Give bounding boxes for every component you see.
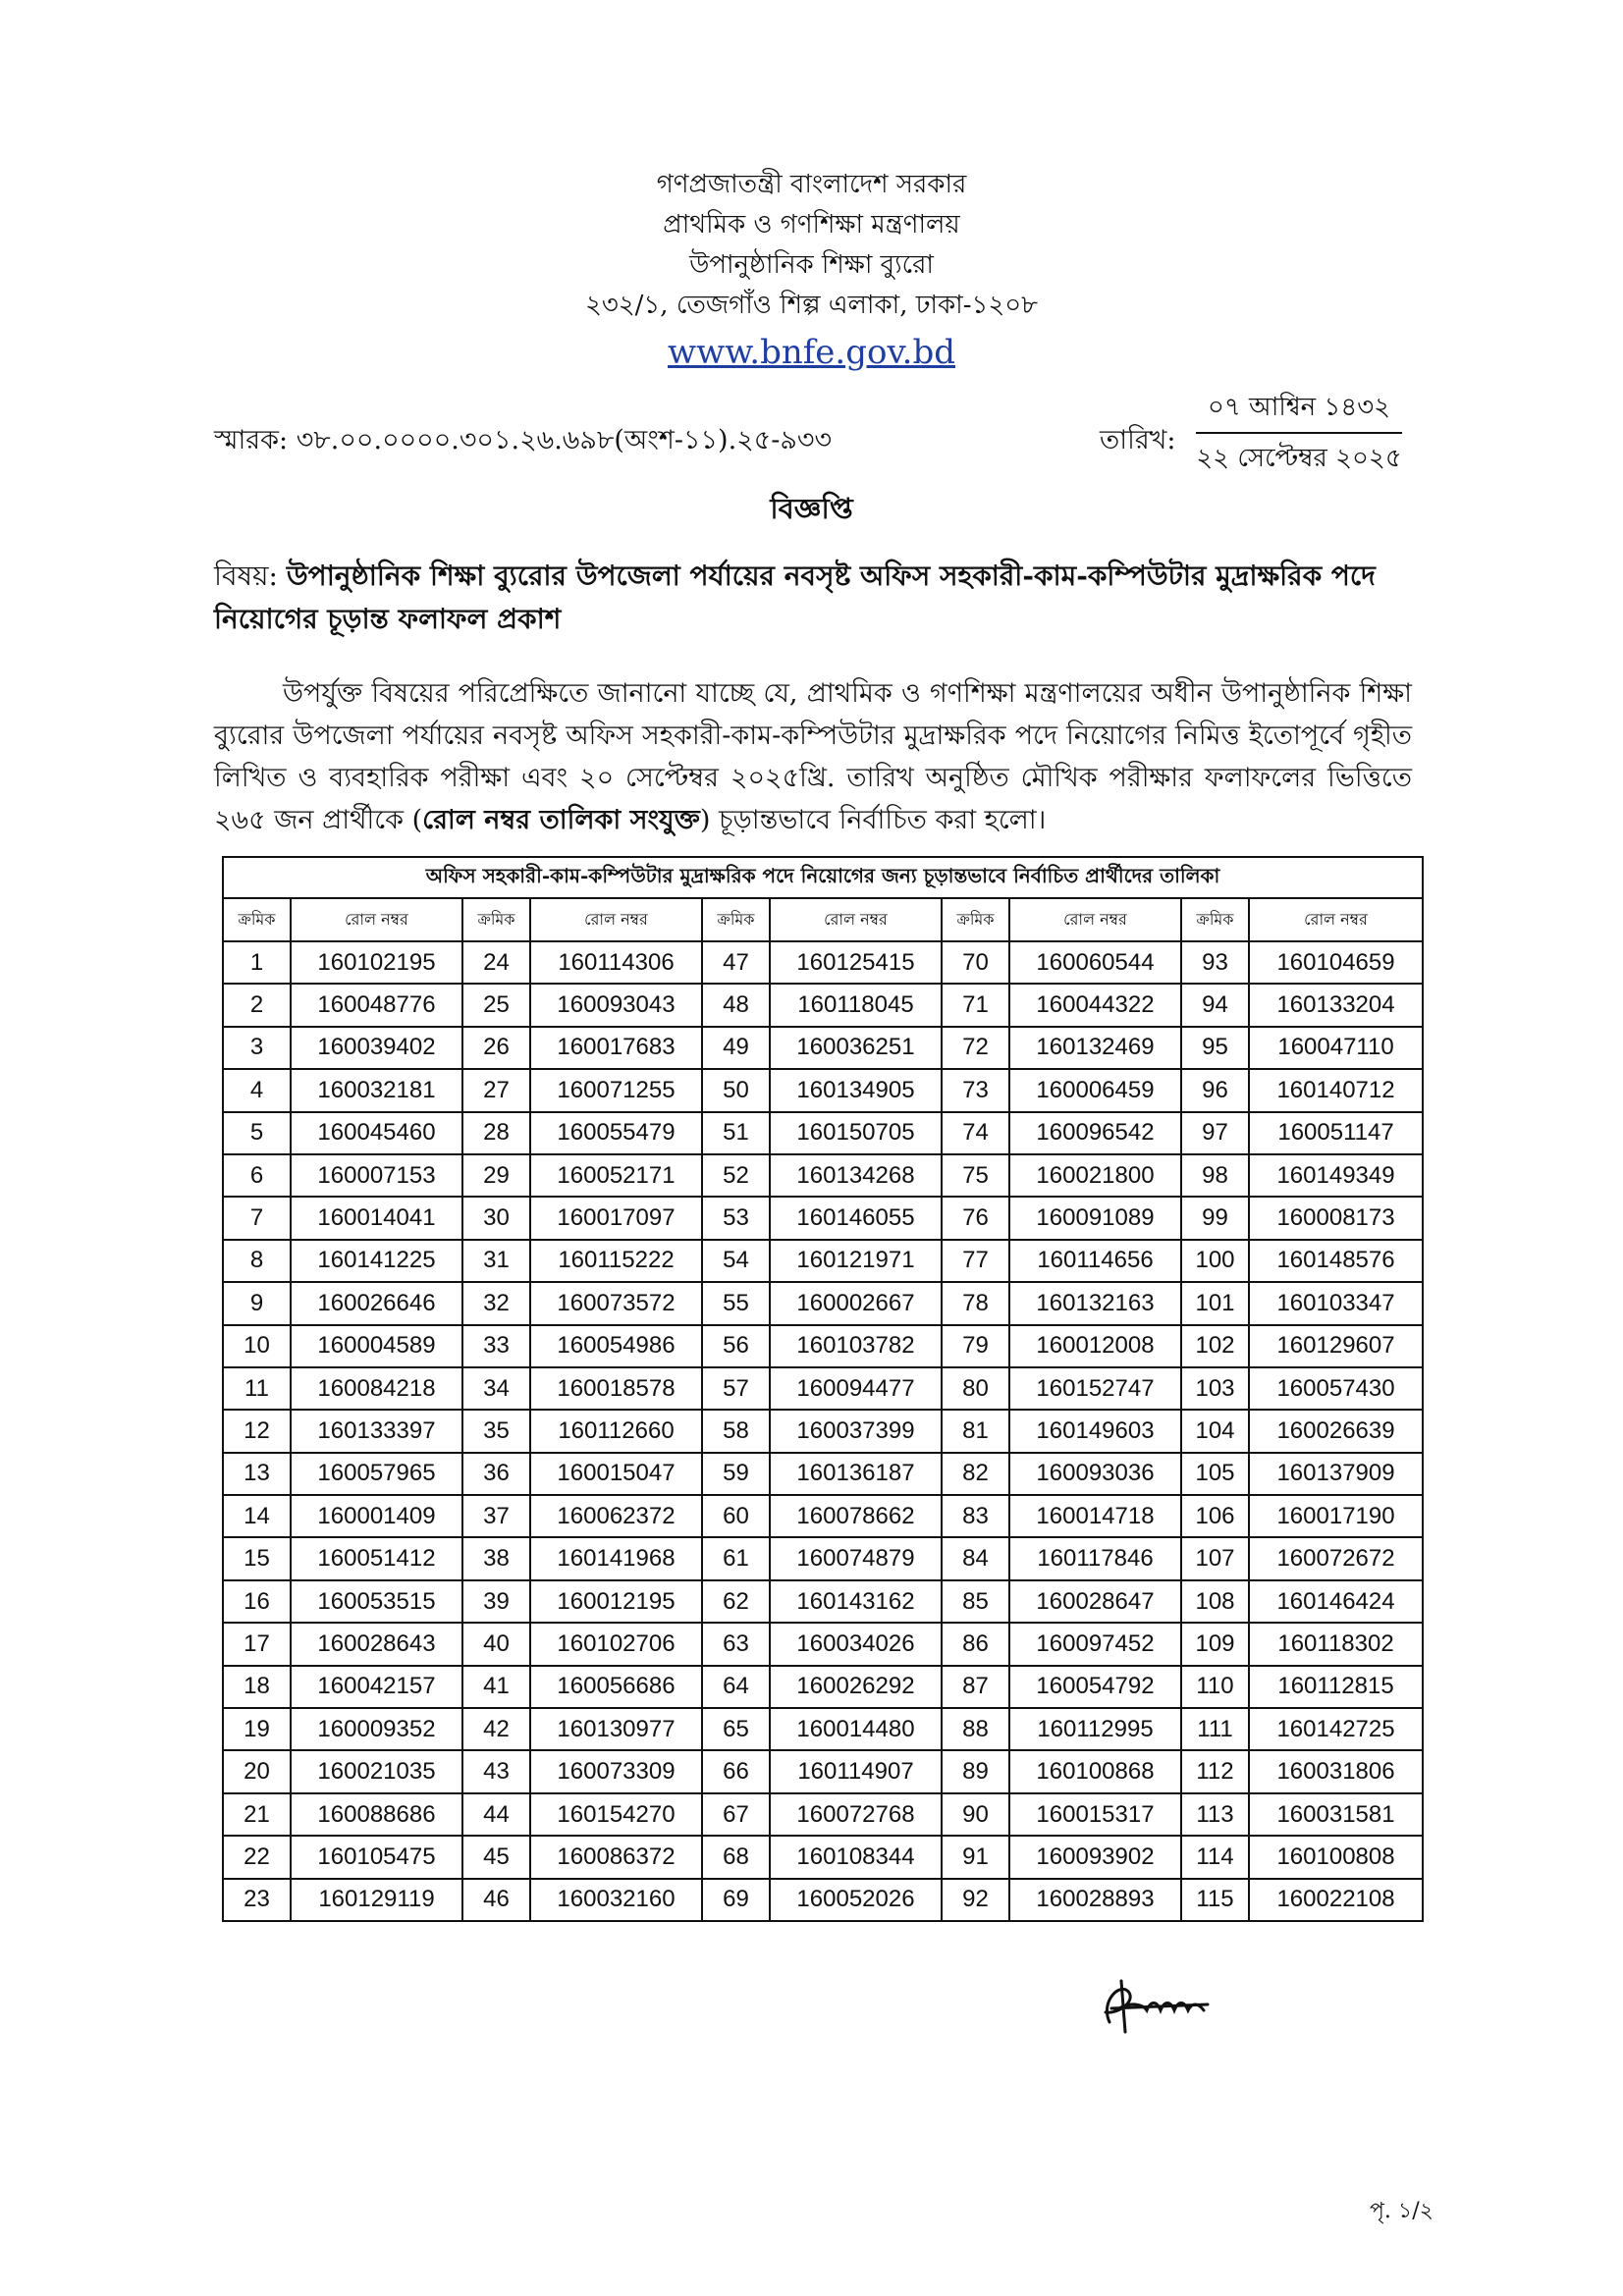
table-row (223, 1537, 1423, 1579)
roll-number-cell: 160054792 (1009, 1666, 1181, 1708)
serial-cell: 63 (702, 1623, 770, 1665)
serial-cell: 58 (702, 1410, 770, 1452)
serial-cell: 39 (462, 1580, 530, 1623)
column-header-roll: রোল নম্বর (770, 898, 942, 941)
roll-number-cell: 160103347 (1249, 1282, 1423, 1324)
roll-number-cell: 160052026 (770, 1879, 942, 1921)
roll-number-cell: 160039402 (291, 1027, 462, 1069)
roll-number-cell: 160100868 (1009, 1750, 1181, 1792)
serial-cell: 18 (223, 1666, 291, 1708)
serial-cell: 25 (462, 984, 530, 1026)
roll-number-cell: 160096542 (1009, 1112, 1181, 1154)
serial-cell: 3 (223, 1027, 291, 1069)
serial-cell: 70 (942, 941, 1009, 984)
table-row (223, 1197, 1423, 1239)
serial-cell: 90 (942, 1793, 1009, 1836)
serial-cell: 114 (1181, 1836, 1249, 1878)
serial-cell: 94 (1181, 984, 1249, 1026)
table-row (223, 1879, 1423, 1921)
roll-number-cell: 160114306 (530, 941, 702, 984)
serial-cell: 61 (702, 1537, 770, 1579)
serial-cell: 84 (942, 1537, 1009, 1579)
serial-cell: 60 (702, 1495, 770, 1537)
table-row (223, 1793, 1423, 1836)
serial-cell: 46 (462, 1879, 530, 1921)
table-row (223, 1069, 1423, 1111)
serial-cell: 42 (462, 1708, 530, 1750)
serial-cell: 6 (223, 1154, 291, 1197)
roll-number-cell: 160102195 (291, 941, 462, 984)
roll-number-cell: 160140712 (1249, 1069, 1423, 1111)
serial-cell: 49 (702, 1027, 770, 1069)
serial-cell: 112 (1181, 1750, 1249, 1792)
roll-number-cell: 160022108 (1249, 1879, 1423, 1921)
table-row (223, 1580, 1423, 1623)
roll-number-cell: 160074879 (770, 1537, 942, 1579)
serial-cell: 56 (702, 1325, 770, 1367)
roll-number-cell: 160125415 (770, 941, 942, 984)
roll-number-cell: 160088686 (291, 1793, 462, 1836)
body-text-part2: ) চূড়ান্তভাবে নির্বাচিত করা হলো। (699, 805, 1047, 835)
roll-number-cell: 160141968 (530, 1537, 702, 1579)
roll-number-cell: 160112995 (1009, 1708, 1181, 1750)
date-bangla: ০৭ আশ্বিন ১৪৩২ (1196, 387, 1402, 434)
serial-cell: 13 (223, 1453, 291, 1495)
roll-number-cell: 160150705 (770, 1112, 942, 1154)
serial-cell: 16 (223, 1580, 291, 1623)
serial-cell: 5 (223, 1112, 291, 1154)
roll-number-cell: 160060544 (1009, 941, 1181, 984)
roll-number-cell: 160008173 (1249, 1197, 1423, 1239)
serial-cell: 109 (1181, 1623, 1249, 1665)
column-header-roll: রোল নম্বর (1009, 898, 1181, 941)
roll-number-cell: 160091089 (1009, 1197, 1181, 1239)
roll-number-cell: 160026292 (770, 1666, 942, 1708)
serial-cell: 77 (942, 1240, 1009, 1282)
serial-cell: 83 (942, 1495, 1009, 1537)
roll-number-cell: 160028647 (1009, 1580, 1181, 1623)
roll-number-cell: 160103782 (770, 1325, 942, 1367)
serial-cell: 15 (223, 1537, 291, 1579)
roll-number-cell: 160071255 (530, 1069, 702, 1111)
roll-number-cell: 160001409 (291, 1495, 462, 1537)
roll-number-cell: 160034026 (770, 1623, 942, 1665)
serial-cell: 79 (942, 1325, 1009, 1367)
roll-number-cell: 160133397 (291, 1410, 462, 1452)
table-row (223, 1495, 1423, 1537)
serial-cell: 67 (702, 1793, 770, 1836)
roll-number-cell: 160143162 (770, 1580, 942, 1623)
serial-cell: 103 (1181, 1367, 1249, 1410)
serial-cell: 73 (942, 1069, 1009, 1111)
roll-number-cell: 160017683 (530, 1027, 702, 1069)
serial-cell: 87 (942, 1666, 1009, 1708)
table-row (223, 1027, 1423, 1069)
roll-number-cell: 160102706 (530, 1623, 702, 1665)
roll-number-cell: 160084218 (291, 1367, 462, 1410)
office-address: ২৩২/১, তেজগাঁও শিল্প এলাকা, ঢাকা-১২০৮ (584, 291, 1039, 320)
table-row (223, 1325, 1423, 1367)
table-row (223, 1410, 1423, 1452)
table-row (223, 1666, 1423, 1708)
serial-cell: 52 (702, 1154, 770, 1197)
roll-number-cell: 160132163 (1009, 1282, 1181, 1324)
roll-number-cell: 160112660 (530, 1410, 702, 1452)
notice-title: বিজ্ঞপ্তি (770, 492, 853, 525)
roll-number-cell: 160021035 (291, 1750, 462, 1792)
serial-cell: 12 (223, 1410, 291, 1452)
column-header-serial: ক্রমিক (942, 898, 1009, 941)
roll-number-cell: 160115222 (530, 1240, 702, 1282)
roll-number-cell: 160006459 (1009, 1069, 1181, 1111)
roll-number-cell: 160032160 (530, 1879, 702, 1921)
website-link[interactable]: www.bnfe.gov.bd (667, 333, 955, 372)
roll-number-cell: 160154270 (530, 1793, 702, 1836)
roll-number-cell: 160137909 (1249, 1453, 1423, 1495)
government-name: গণপ্রজাতন্ত্রী বাংলাদেশ সরকার (656, 170, 967, 199)
roll-number-cell: 160118302 (1249, 1623, 1423, 1665)
serial-cell: 21 (223, 1793, 291, 1836)
roll-number-cell: 160031581 (1249, 1793, 1423, 1836)
serial-cell: 43 (462, 1750, 530, 1792)
body-text-bold: রোল নম্বর তালিকা সংযুক্ত (422, 805, 700, 835)
letterhead (0, 165, 1623, 377)
serial-cell: 9 (223, 1282, 291, 1324)
serial-cell: 57 (702, 1367, 770, 1410)
roll-number-cell: 160146424 (1249, 1580, 1423, 1623)
selected-candidates-table-wrapper (222, 856, 1422, 1922)
roll-number-cell: 160118045 (770, 984, 942, 1026)
serial-cell: 11 (223, 1367, 291, 1410)
serial-cell: 113 (1181, 1793, 1249, 1836)
serial-cell: 92 (942, 1879, 1009, 1921)
roll-number-cell: 160130977 (530, 1708, 702, 1750)
serial-cell: 2 (223, 984, 291, 1026)
serial-cell: 51 (702, 1112, 770, 1154)
date-english: ২২ সেপ্টেম্বর ২০২৫ (1196, 444, 1402, 473)
table-row (223, 1750, 1423, 1792)
roll-number-cell: 160105475 (291, 1836, 462, 1878)
serial-cell: 53 (702, 1197, 770, 1239)
serial-cell: 75 (942, 1154, 1009, 1197)
serial-cell: 69 (702, 1879, 770, 1921)
serial-cell: 81 (942, 1410, 1009, 1452)
roll-number-cell: 160053515 (291, 1580, 462, 1623)
roll-number-cell: 160044322 (1009, 984, 1181, 1026)
roll-number-cell: 160086372 (530, 1836, 702, 1878)
table-row (223, 1112, 1423, 1154)
serial-cell: 55 (702, 1282, 770, 1324)
roll-number-cell: 160012195 (530, 1580, 702, 1623)
roll-number-cell: 160047110 (1249, 1027, 1423, 1069)
roll-number-cell: 160149603 (1009, 1410, 1181, 1452)
roll-number-cell: 160028893 (1009, 1879, 1181, 1921)
roll-number-cell: 160072768 (770, 1793, 942, 1836)
serial-cell: 68 (702, 1836, 770, 1878)
serial-cell: 41 (462, 1666, 530, 1708)
serial-cell: 93 (1181, 941, 1249, 984)
serial-cell: 7 (223, 1197, 291, 1239)
serial-cell: 28 (462, 1112, 530, 1154)
serial-cell: 72 (942, 1027, 1009, 1069)
roll-number-cell: 160093902 (1009, 1836, 1181, 1878)
roll-number-cell: 160100808 (1249, 1836, 1423, 1878)
serial-cell: 107 (1181, 1537, 1249, 1579)
serial-cell: 85 (942, 1580, 1009, 1623)
serial-cell: 105 (1181, 1453, 1249, 1495)
serial-cell: 88 (942, 1708, 1009, 1750)
serial-cell: 20 (223, 1750, 291, 1792)
roll-number-cell: 160057965 (291, 1453, 462, 1495)
roll-number-cell: 160009352 (291, 1708, 462, 1750)
page-number: পৃ. ১/২ (1370, 2199, 1434, 2223)
subject-label: বিষয়: (214, 560, 278, 592)
serial-cell: 47 (702, 941, 770, 984)
roll-number-cell: 160141225 (291, 1240, 462, 1282)
roll-number-cell: 160062372 (530, 1495, 702, 1537)
roll-number-cell: 160015317 (1009, 1793, 1181, 1836)
serial-cell: 76 (942, 1197, 1009, 1239)
roll-number-cell: 160014718 (1009, 1495, 1181, 1537)
roll-number-cell: 160136187 (770, 1453, 942, 1495)
serial-cell: 31 (462, 1240, 530, 1282)
table-body (223, 941, 1423, 1921)
serial-cell: 35 (462, 1410, 530, 1452)
table-row (223, 1282, 1423, 1324)
table-caption: অফিস সহকারী-কাম-কম্পিউটার মুদ্রাক্ষরিক পদে নিয়োগের জন্য চূড়ান্তভাবে নির্বাচিত প্রার্থীদের তালিকা (223, 857, 1423, 898)
serial-cell: 64 (702, 1666, 770, 1708)
roll-number-cell: 160148576 (1249, 1240, 1423, 1282)
serial-cell: 100 (1181, 1240, 1249, 1282)
date-label: তারিখ: (1100, 425, 1176, 455)
roll-number-cell: 160014480 (770, 1708, 942, 1750)
serial-cell: 89 (942, 1750, 1009, 1792)
serial-cell: 29 (462, 1154, 530, 1197)
roll-number-cell: 160045460 (291, 1112, 462, 1154)
serial-cell: 91 (942, 1836, 1009, 1878)
serial-cell: 98 (1181, 1154, 1249, 1197)
body-text-part1: উপর্যুক্ত বিষয়ের পরিপ্রেক্ষিতে জানানো যাচ্ছে যে, প্রাথমিক ও গণশিক্ষা মন্ত্রণালয়ের অধীন উপানুষ্ঠানিক শিক্ষা ব্যুরোর উপজেলা পর্যায়ের নবসৃষ্ট অফিস সহকারী-কাম-কম্পিউটার মুদ্রাক্ষরিক পদে নিয়োগের নিমিত্ত ইতোপূর্বে গৃহীত লিখিত ও ব্যবহারিক পরীক্ষা এবং ২০ সেপ্টেম্বর ২০২৫খ্রি. তারিখ অনুষ্ঠিত মৌখিক পরীক্ষার ফলাফলের ভিত্তিতে ২৬৫ জন প্রার্থীকে ( (214, 678, 1412, 835)
roll-number-cell: 160152747 (1009, 1367, 1181, 1410)
roll-number-cell: 160018578 (530, 1367, 702, 1410)
serial-cell: 23 (223, 1879, 291, 1921)
serial-cell: 96 (1181, 1069, 1249, 1111)
table-row (223, 1453, 1423, 1495)
ministry-name: প্রাথমিক ও গণশিক্ষা মন্ত্রণালয় (663, 210, 960, 240)
roll-number-cell: 160037399 (770, 1410, 942, 1452)
serial-cell: 45 (462, 1836, 530, 1878)
roll-number-cell: 160133204 (1249, 984, 1423, 1026)
serial-cell: 65 (702, 1708, 770, 1750)
roll-number-cell: 160032181 (291, 1069, 462, 1111)
serial-cell: 8 (223, 1240, 291, 1282)
roll-number-cell: 160012008 (1009, 1325, 1181, 1367)
roll-number-cell: 160056686 (530, 1666, 702, 1708)
table-row (223, 941, 1423, 984)
roll-number-cell: 160072672 (1249, 1537, 1423, 1579)
roll-number-cell: 160094477 (770, 1367, 942, 1410)
table-row (223, 1708, 1423, 1750)
subject-text: উপানুষ্ঠানিক শিক্ষা ব্যুরোর উপজেলা পর্যায়ের নবসৃষ্ট অফিস সহকারী-কাম-কম্পিউটার মুদ্রাক্ষরিক পদে নিয়োগের চূড়ান্ত ফলাফল প্রকাশ (214, 560, 1376, 635)
serial-cell: 44 (462, 1793, 530, 1836)
serial-cell: 24 (462, 941, 530, 984)
roll-number-cell: 160073309 (530, 1750, 702, 1792)
roll-number-cell: 160073572 (530, 1282, 702, 1324)
serial-cell: 1 (223, 941, 291, 984)
bureau-name: উপানুষ্ঠানিক শিক্ষা ব্যুরো (689, 250, 934, 280)
signature-scribble (1092, 1971, 1219, 2040)
roll-number-cell: 160132469 (1009, 1027, 1181, 1069)
serial-cell: 115 (1181, 1879, 1249, 1921)
serial-cell: 71 (942, 984, 1009, 1026)
roll-number-cell: 160134268 (770, 1154, 942, 1197)
serial-cell: 62 (702, 1580, 770, 1623)
table-row (223, 1367, 1423, 1410)
serial-cell: 10 (223, 1325, 291, 1367)
serial-cell: 30 (462, 1197, 530, 1239)
serial-cell: 108 (1181, 1580, 1249, 1623)
serial-cell: 37 (462, 1495, 530, 1537)
serial-cell: 74 (942, 1112, 1009, 1154)
serial-cell: 111 (1181, 1708, 1249, 1750)
roll-number-cell: 160052171 (530, 1154, 702, 1197)
roll-number-cell: 160004589 (291, 1325, 462, 1367)
roll-number-cell: 160017190 (1249, 1495, 1423, 1537)
roll-number-cell: 160146055 (770, 1197, 942, 1239)
serial-cell: 22 (223, 1836, 291, 1878)
serial-cell: 50 (702, 1069, 770, 1111)
roll-number-cell: 160108344 (770, 1836, 942, 1878)
serial-cell: 80 (942, 1367, 1009, 1410)
serial-cell: 86 (942, 1623, 1009, 1665)
roll-number-cell: 160036251 (770, 1027, 942, 1069)
column-header-roll: রোল নম্বর (1249, 898, 1423, 941)
roll-number-cell: 160149349 (1249, 1154, 1423, 1197)
table-row (223, 1240, 1423, 1282)
subject (214, 555, 1412, 641)
roll-number-cell: 160051412 (291, 1537, 462, 1579)
table-row (223, 1623, 1423, 1665)
roll-number-cell: 160057430 (1249, 1367, 1423, 1410)
serial-cell: 99 (1181, 1197, 1249, 1239)
roll-number-cell: 160031806 (1249, 1750, 1423, 1792)
roll-number-cell: 160026646 (291, 1282, 462, 1324)
serial-cell: 95 (1181, 1027, 1249, 1069)
roll-number-cell: 160007153 (291, 1154, 462, 1197)
column-header-serial: ক্রমিক (462, 898, 530, 941)
serial-cell: 104 (1181, 1410, 1249, 1452)
roll-number-cell: 160093036 (1009, 1453, 1181, 1495)
serial-cell: 40 (462, 1623, 530, 1665)
serial-cell: 59 (702, 1453, 770, 1495)
roll-number-cell: 160051147 (1249, 1112, 1423, 1154)
roll-number-cell: 160026639 (1249, 1410, 1423, 1452)
serial-cell: 26 (462, 1027, 530, 1069)
column-header-serial: ক্রমিক (223, 898, 291, 941)
serial-cell: 97 (1181, 1112, 1249, 1154)
serial-cell: 66 (702, 1750, 770, 1792)
serial-cell: 106 (1181, 1495, 1249, 1537)
table-row (223, 1154, 1423, 1197)
serial-cell: 102 (1181, 1325, 1249, 1367)
roll-number-cell: 160104659 (1249, 941, 1423, 984)
serial-cell: 54 (702, 1240, 770, 1282)
roll-number-cell: 160015047 (530, 1453, 702, 1495)
serial-cell: 36 (462, 1453, 530, 1495)
serial-cell: 32 (462, 1282, 530, 1324)
roll-number-cell: 160021800 (1009, 1154, 1181, 1197)
serial-cell: 78 (942, 1282, 1009, 1324)
serial-cell: 27 (462, 1069, 530, 1111)
serial-cell: 110 (1181, 1666, 1249, 1708)
column-header-roll: রোল নম্বর (291, 898, 462, 941)
serial-cell: 101 (1181, 1282, 1249, 1324)
roll-number-cell: 160093043 (530, 984, 702, 1026)
roll-number-cell: 160114907 (770, 1750, 942, 1792)
roll-number-cell: 160055479 (530, 1112, 702, 1154)
roll-number-cell: 160117846 (1009, 1537, 1181, 1579)
memo-number: স্মারক: ৩৮.০০.০০০০.৩০১.২৬.৬৯৮(অংশ-১১).২৫-৯৩৩ (214, 425, 833, 455)
roll-number-cell: 160028643 (291, 1623, 462, 1665)
roll-number-cell: 160042157 (291, 1666, 462, 1708)
roll-number-cell: 160097452 (1009, 1623, 1181, 1665)
roll-number-cell: 160134905 (770, 1069, 942, 1111)
serial-cell: 17 (223, 1623, 291, 1665)
serial-cell: 14 (223, 1495, 291, 1537)
serial-cell: 38 (462, 1537, 530, 1579)
signature (1092, 1971, 1219, 2044)
table-row (223, 984, 1423, 1026)
serial-cell: 48 (702, 984, 770, 1026)
roll-number-cell: 160048776 (291, 984, 462, 1026)
roll-number-cell: 160014041 (291, 1197, 462, 1239)
roll-number-cell: 160129119 (291, 1879, 462, 1921)
table-row (223, 1836, 1423, 1878)
roll-number-cell: 160114656 (1009, 1240, 1181, 1282)
serial-cell: 33 (462, 1325, 530, 1367)
roll-number-cell: 160121971 (770, 1240, 942, 1282)
serial-cell: 34 (462, 1367, 530, 1410)
serial-cell: 82 (942, 1453, 1009, 1495)
roll-number-cell: 160078662 (770, 1495, 942, 1537)
column-header-serial: ক্রমিক (702, 898, 770, 941)
roll-number-cell: 160129607 (1249, 1325, 1423, 1367)
serial-cell: 4 (223, 1069, 291, 1111)
date-block (1196, 387, 1402, 479)
roll-number-cell: 160112815 (1249, 1666, 1423, 1708)
column-header-serial: ক্রমিক (1181, 898, 1249, 941)
roll-number-cell: 160142725 (1249, 1708, 1423, 1750)
column-header-roll: রোল নম্বর (530, 898, 702, 941)
selected-candidates-table (222, 856, 1424, 1922)
notice-body (214, 672, 1412, 841)
roll-number-cell: 160054986 (530, 1325, 702, 1367)
serial-cell: 19 (223, 1708, 291, 1750)
roll-number-cell: 160002667 (770, 1282, 942, 1324)
roll-number-cell: 160017097 (530, 1197, 702, 1239)
